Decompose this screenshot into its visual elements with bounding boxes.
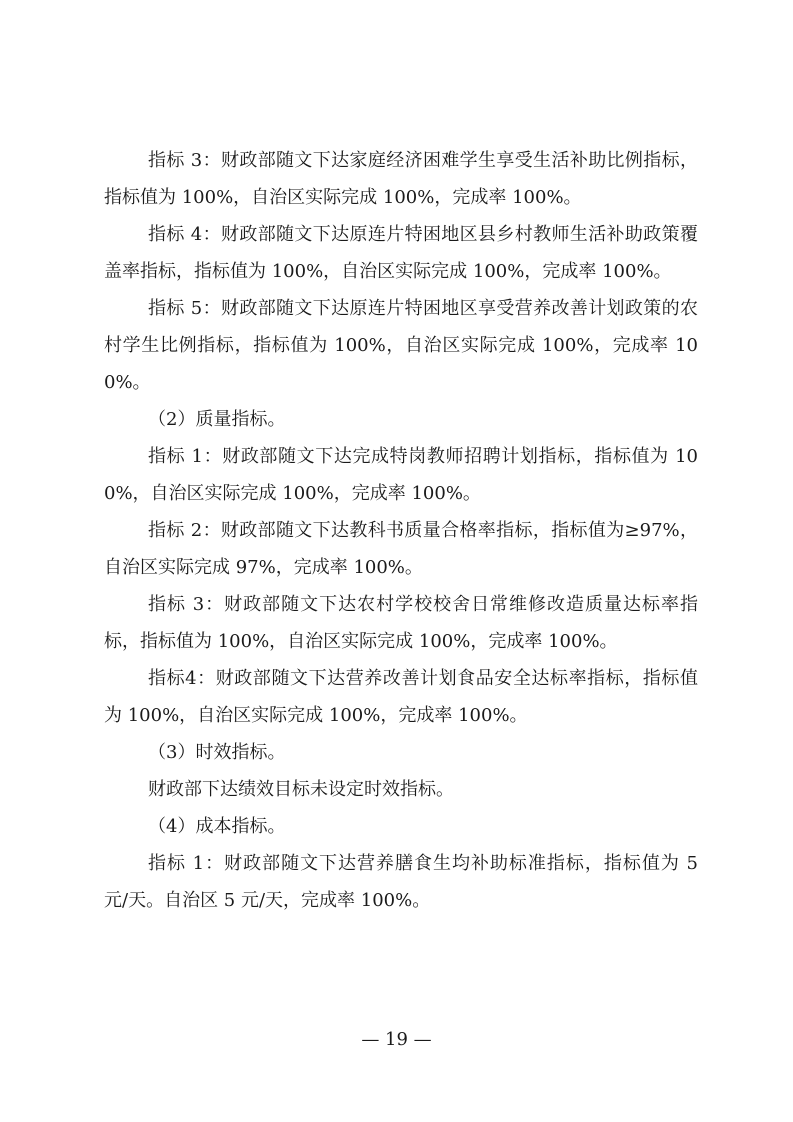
paragraph-quality-indicator-3: 指标 3：财政部随文下达农村学校校舍日常维修改造质量达标率指标，指标值为 100%，自治区实际完成 100%，完成率 100%。 [104, 594, 698, 652]
paragraph-indicator-3-living-subsidy: 指标 3：财政部随文下达家庭经济困难学生享受生活补助比例指标，指标值为 100%，自治区实际完成 100%，完成率 100%。 [104, 150, 698, 208]
paragraph-indicator-5-nutrition-plan: 指标 5：财政部随文下达原连片特困地区享受营养改善计划政策的农村学生比例指标，指标值为 100%，自治区实际完成 100%，完成率 100%。 [104, 298, 698, 393]
heading-quality-indicators: （2）质量指标。 [148, 409, 286, 430]
heading-cost-indicators: （4）成本指标。 [148, 816, 286, 837]
heading-timeliness-indicators: （3）时效指标。 [148, 742, 286, 763]
paragraph-quality-indicator-2: 指标 2：财政部随文下达教科书质量合格率指标，指标值为≥97%，自治区实际完成 97%，完成率 100%。 [104, 520, 698, 578]
paragraph-quality-indicator-4: 指标4：财政部随文下达营养改善计划食品安全达标率指标，指标值为 100%，自治区实际完成 100%，完成率 100%。 [104, 668, 698, 726]
paragraph-indicator-4-teacher-subsidy: 指标 4：财政部随文下达原连片特困地区县乡村教师生活补助政策覆盖率指标，指标值为 100%，自治区实际完成 100%，完成率 100%。 [104, 224, 698, 282]
document-body [104, 142, 698, 919]
paragraph-cost-indicator-1: 指标 1：财政部随文下达营养膳食生均补助标准指标，指标值为 5 元/天。自治区 5 元/天，完成率 100%。 [104, 853, 698, 911]
paragraph-timeliness-note: 财政部下达绩效目标未设定时效指标。 [148, 779, 454, 800]
paragraph-quality-indicator-1: 指标 1：财政部随文下达完成特岗教师招聘计划指标，指标值为 100%，自治区实际完成 100%，完成率 100%。 [104, 446, 699, 504]
page-number: — 19 — [361, 1029, 432, 1050]
